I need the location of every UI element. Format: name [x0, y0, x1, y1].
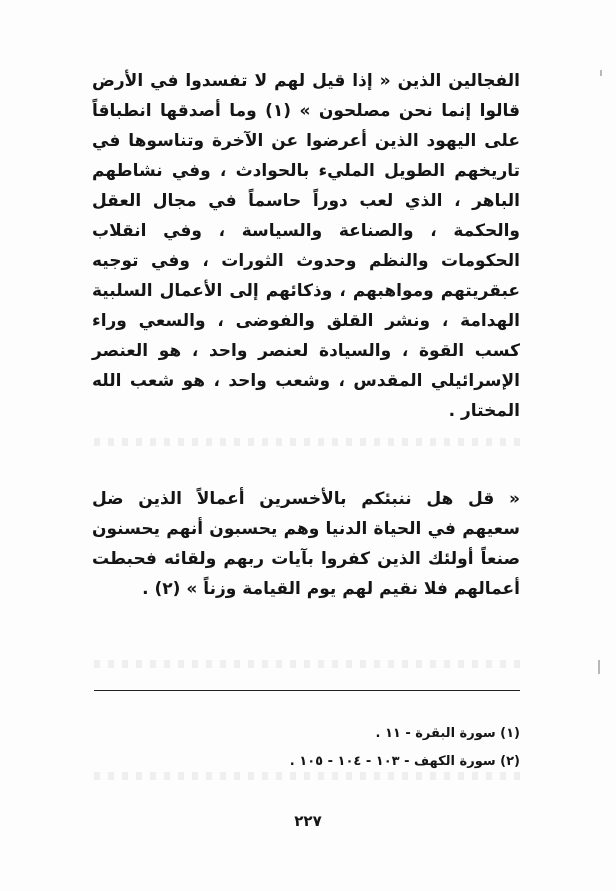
body-paragraph-1: الفجالين الذين « إذا قيل لهم لا تفسدوا في الأرض قالوا إنما نحن مصلحون » (١) وما أصدقها انطباقاً على اليهود الذين أعرضوا عن الآخرة وتناسوها في تاريخهم الطويل المليء بالحوادث ، وفي نشاطهم الباهر ، الذي لعب دوراً حاسماً في مجال العقل والحكمة ، والصناعة والسياسة ، وفي انقلاب الحكومات والنظم وحدوث الثورات ، وفي توجيه عبقريتهم ومواهبهم ، وذكائهم إلى الأعمال السلبية الهدامة ، ونشر القلق والفوضى ، والسعي وراء كسب القوة ، والسيادة لعنصر واحد ، هو العنصر الإسرائيلي المقدس ، وشعب واحد ، هو شعب الله المختار . [92, 71, 520, 421]
footnote-separator [94, 690, 520, 691]
footnote-1: (١) سورة البقرة - ١١ . [375, 726, 520, 741]
quran-quote-paragraph: « قل هل ننبئكم بالأخسرين أعمالاً الذين ضل سعيهم في الحياة الدنيا وهم يحسبون أنهم يحسنون صنعاً أولئك الذين كفروا بآيات ربهم ولقائه فحبطت أعمالهم فلا نقيم لهم يوم القيامة وزناً » (٢) . [92, 489, 520, 599]
scan-bleed-through [94, 438, 520, 446]
footnotes [94, 720, 520, 776]
page-number: ٢٢٧ [294, 812, 322, 830]
scan-bleed-through [94, 660, 520, 668]
scan-artifact [600, 70, 602, 76]
scan-artifact [598, 660, 600, 674]
footnote-2: (٢) سورة الكهف - ١٠٣ - ١٠٤ - ١٠٥ . [289, 754, 520, 769]
